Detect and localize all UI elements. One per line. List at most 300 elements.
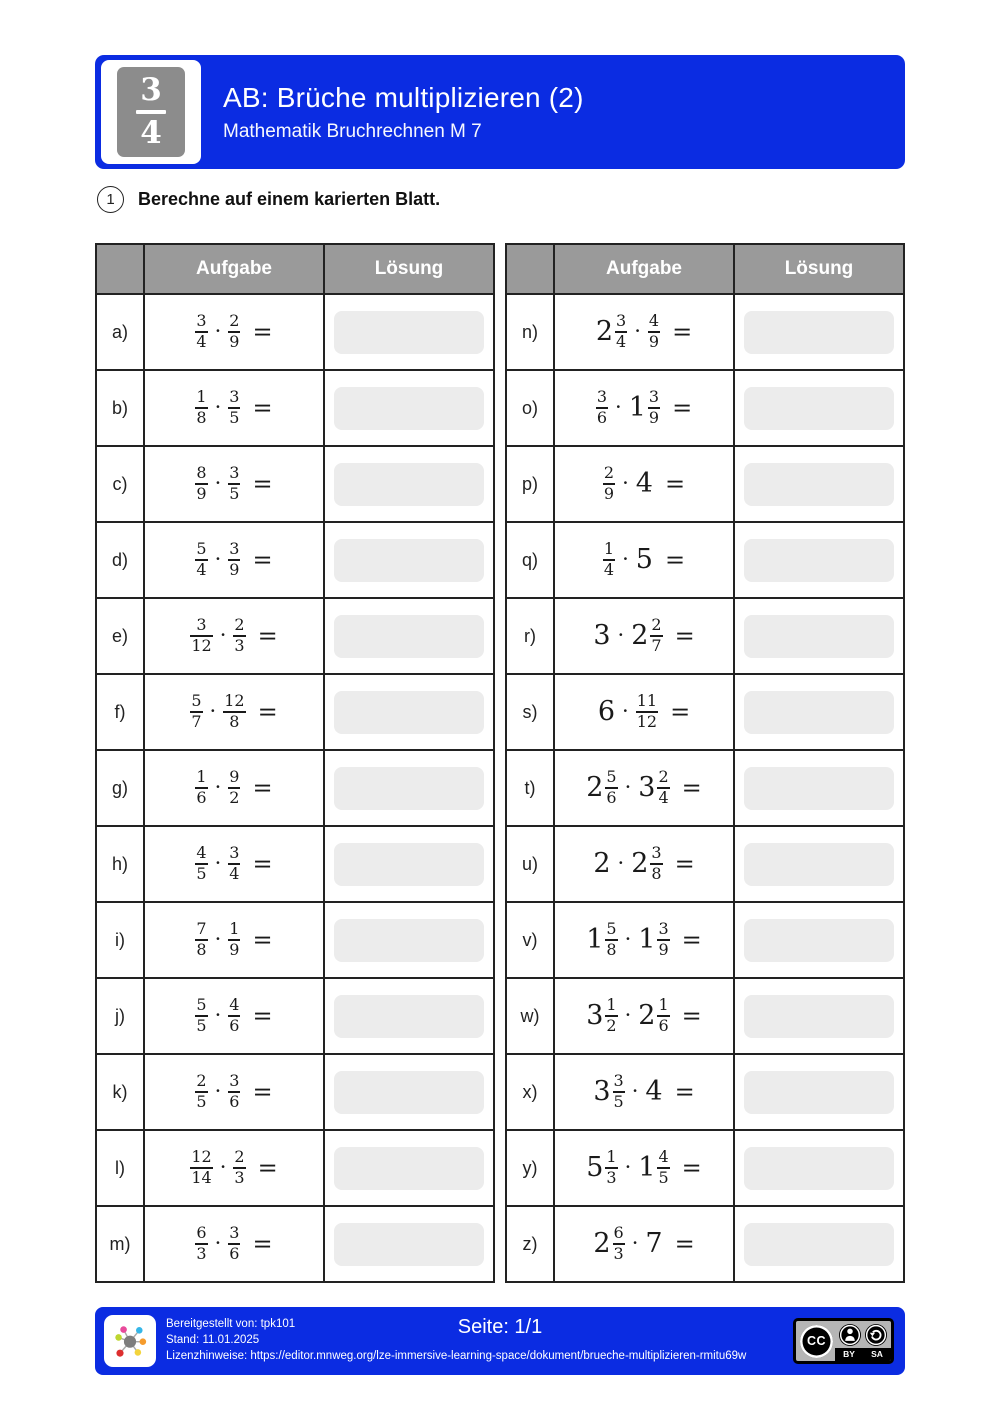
row-label: y): [506, 1130, 554, 1206]
fraction: [228, 1225, 240, 1263]
row-label: i): [96, 902, 144, 978]
task-cell: [554, 1054, 734, 1130]
mixed-number: [638, 1149, 669, 1187]
equals-sign: =: [681, 925, 702, 954]
whole-number: 3: [593, 620, 611, 652]
fraction-denominator: 4: [196, 560, 207, 580]
mixed-number: [586, 921, 617, 959]
multiply-operator: ·: [214, 395, 222, 420]
task-expression: [555, 1225, 733, 1263]
fraction: [195, 389, 207, 427]
row-label: q): [506, 522, 554, 598]
table-row: [96, 1054, 494, 1130]
corner-header-cell: [96, 244, 144, 294]
answer-box[interactable]: [744, 387, 894, 430]
answer-box[interactable]: [334, 919, 484, 962]
fraction-denominator: 9: [229, 332, 240, 352]
table-row: [506, 902, 904, 978]
table-row: [506, 674, 904, 750]
fraction-numerator: 2: [651, 615, 662, 634]
whole-number: 5: [635, 544, 653, 576]
task-expression: [555, 997, 733, 1035]
row-label: e): [96, 598, 144, 674]
fraction-numerator: 3: [229, 1223, 240, 1242]
solution-cell: [324, 294, 494, 370]
fraction: [228, 1073, 240, 1111]
answer-box[interactable]: [744, 1147, 894, 1190]
task-expression: [145, 1225, 323, 1263]
row-label: a): [96, 294, 144, 370]
fraction-numerator: 1: [196, 387, 207, 406]
fraction-bar: [136, 110, 166, 114]
row-label: u): [506, 826, 554, 902]
fraction-numerator: 2: [196, 1071, 207, 1090]
sa-label: SA: [871, 1349, 883, 1360]
fraction-numerator: 4: [648, 311, 660, 330]
answer-box[interactable]: [334, 1223, 484, 1266]
fraction-denominator: 8: [606, 940, 617, 960]
task-cell: [554, 826, 734, 902]
task-cell: [554, 674, 734, 750]
aufgabe-column-header: Aufgabe: [554, 244, 734, 294]
answer-box[interactable]: [744, 615, 894, 658]
task-cell: [144, 446, 324, 522]
row-label: k): [96, 1054, 144, 1130]
fraction-denominator: 5: [196, 1016, 207, 1036]
multiply-operator: ·: [622, 547, 629, 572]
multiply-operator: ·: [622, 699, 629, 724]
fraction: [657, 921, 669, 959]
cc-badge-right: [835, 1321, 891, 1361]
task-cell: [554, 522, 734, 598]
cc-badge-icons: [835, 1321, 891, 1348]
solution-cell: [734, 370, 904, 446]
table-row: [506, 978, 904, 1054]
solution-cell: [324, 522, 494, 598]
solution-cell: [324, 978, 494, 1054]
task-cell: [144, 826, 324, 902]
task-expression: [145, 845, 323, 883]
fraction-numerator: 3: [196, 615, 207, 634]
mixed-number: [638, 769, 669, 807]
multiply-operator: ·: [617, 851, 625, 876]
fraction: [195, 845, 207, 883]
fraction: [233, 617, 245, 655]
table-row: [506, 522, 904, 598]
task-cell: [144, 1206, 324, 1282]
task-cell: [144, 978, 324, 1054]
answer-box[interactable]: [334, 1147, 484, 1190]
fraction-numerator: 3: [196, 311, 207, 330]
table-row: [506, 750, 904, 826]
solution-cell: [734, 750, 904, 826]
fraction: [190, 617, 212, 655]
cc-by-person-icon: [839, 1324, 861, 1346]
task-expression: [555, 313, 733, 351]
header-text: [223, 82, 584, 143]
fraction: [596, 389, 608, 427]
solution-cell: [734, 446, 904, 522]
solution-cell: [324, 370, 494, 446]
solution-cell: [734, 978, 904, 1054]
fraction: [190, 1149, 212, 1187]
answer-box[interactable]: [744, 919, 894, 962]
fraction: [636, 693, 658, 731]
answer-box[interactable]: [744, 539, 894, 582]
fraction-numerator: 12: [191, 1147, 212, 1166]
fraction-logo-icon: [117, 67, 185, 157]
fraction-denominator: 3: [234, 1168, 245, 1188]
solution-cell: [324, 1206, 494, 1282]
task-expression: [555, 465, 733, 503]
cc-badge-labels: [835, 1348, 891, 1361]
task-cell: [144, 522, 324, 598]
fraction: [648, 389, 660, 427]
whole-number: 2: [593, 848, 611, 880]
task-expression: [145, 1073, 323, 1111]
multiply-operator: ·: [631, 1231, 639, 1256]
multiply-operator: ·: [634, 319, 641, 344]
exercise-table-right: [505, 243, 905, 1283]
solution-cell: [324, 1130, 494, 1206]
fraction-denominator: 3: [613, 1244, 624, 1264]
equals-sign: =: [674, 1077, 695, 1106]
fraction-numerator: 5: [191, 691, 202, 710]
fraction-denominator: 6: [229, 1016, 240, 1036]
task-cell: [554, 750, 734, 826]
equals-sign: =: [681, 1001, 702, 1030]
fraction: [228, 997, 240, 1035]
fraction: [195, 313, 207, 351]
fraction-denominator: 8: [229, 712, 240, 732]
fraction-numerator: 5: [196, 995, 207, 1014]
fraction-numerator: 2: [658, 767, 669, 786]
fraction-numerator: 5: [606, 919, 617, 938]
table-row: [96, 674, 494, 750]
equals-sign: =: [252, 773, 273, 802]
multiply-operator: ·: [214, 1231, 222, 1256]
fraction-numerator: 3: [596, 387, 607, 406]
license-link[interactable]: Lizenzhinweise: https://editor.mnweg.org/lze-immersive-learning-space/dokument/brueche-multiplizieren-rmitu69w: [166, 1349, 747, 1362]
task-cell: [554, 1206, 734, 1282]
whole-number: 4: [645, 1076, 663, 1108]
fraction-numerator: 3: [229, 387, 240, 406]
fraction: [228, 313, 240, 351]
whole-number: 3: [638, 772, 656, 804]
answer-box[interactable]: [334, 767, 484, 810]
fraction: [233, 1149, 245, 1187]
exercise-table-left: [95, 243, 495, 1283]
logo-denominator: 4: [140, 115, 162, 151]
loesung-column-header: Lösung: [324, 244, 494, 294]
task-cell: [144, 750, 324, 826]
fraction-numerator: 3: [229, 463, 240, 482]
fraction-denominator: 9: [196, 484, 207, 504]
task-expression: [555, 389, 733, 427]
fraction-numerator: 3: [616, 311, 627, 330]
equals-sign: =: [252, 545, 273, 574]
equals-sign: =: [252, 849, 273, 878]
fraction-denominator: 4: [658, 788, 669, 808]
equals-sign: =: [674, 849, 695, 878]
fraction-numerator: 2: [603, 463, 615, 482]
row-label: v): [506, 902, 554, 978]
solution-cell: [324, 902, 494, 978]
fraction-numerator: 4: [196, 843, 207, 862]
fraction-denominator: 8: [196, 940, 207, 960]
fraction-numerator: 2: [229, 311, 240, 330]
multiply-operator: ·: [624, 1003, 632, 1028]
multiply-operator: ·: [209, 699, 217, 724]
table-row: [96, 370, 494, 446]
task-cell: [144, 902, 324, 978]
fraction-denominator: 5: [613, 1092, 624, 1112]
multiply-operator: ·: [624, 1155, 632, 1180]
equals-sign: =: [664, 469, 686, 498]
fraction-denominator: 7: [191, 712, 202, 732]
equals-sign: =: [252, 469, 273, 498]
fraction-denominator: 7: [651, 636, 662, 656]
task-cell: [554, 978, 734, 1054]
solution-cell: [734, 598, 904, 674]
multiply-operator: ·: [214, 1079, 222, 1104]
equals-sign: =: [257, 697, 278, 726]
task-cell: [554, 370, 734, 446]
task-cell: [554, 446, 734, 522]
fraction-denominator: 9: [603, 484, 615, 504]
multiply-operator: ·: [214, 775, 222, 800]
fraction-denominator: 6: [229, 1092, 240, 1112]
multiply-operator: ·: [615, 395, 622, 420]
answer-box[interactable]: [744, 1071, 894, 1114]
multiply-operator: ·: [219, 623, 227, 648]
equals-sign: =: [252, 1229, 273, 1258]
mixed-number: [586, 1149, 617, 1187]
fraction-numerator: 4: [658, 1147, 669, 1166]
equals-sign: =: [257, 621, 278, 650]
answer-box[interactable]: [334, 387, 484, 430]
fraction-denominator: 14: [191, 1168, 212, 1188]
fraction-denominator: 5: [196, 1092, 207, 1112]
multiply-operator: ·: [624, 775, 632, 800]
fraction-numerator: 1: [606, 995, 617, 1014]
solution-cell: [734, 1054, 904, 1130]
row-label: b): [96, 370, 144, 446]
multiply-operator: ·: [631, 1079, 639, 1104]
fraction: [603, 541, 615, 579]
fraction-numerator: 3: [229, 1071, 240, 1090]
solution-cell: [734, 826, 904, 902]
fraction-denominator: 5: [229, 484, 240, 504]
header-banner: [95, 55, 905, 169]
task-cell: [554, 1130, 734, 1206]
whole-number: 2: [595, 316, 613, 348]
answer-box[interactable]: [744, 1223, 894, 1266]
solution-cell: [324, 598, 494, 674]
row-label: n): [506, 294, 554, 370]
table-row: [506, 1206, 904, 1282]
task-expression: [145, 769, 323, 807]
mnweg-network-icon: [110, 1321, 150, 1361]
table-row: [506, 446, 904, 522]
whole-number: 3: [593, 1076, 611, 1108]
whole-number: 1: [638, 924, 656, 956]
answer-box[interactable]: [744, 311, 894, 354]
row-label: l): [96, 1130, 144, 1206]
fraction: [223, 693, 245, 731]
solution-cell: [324, 674, 494, 750]
table-row: [506, 370, 904, 446]
fraction-numerator: 1: [229, 919, 240, 938]
footer-meta: [166, 1317, 746, 1365]
mnweg-logo-card: [104, 1315, 156, 1367]
mixed-number: [593, 1225, 624, 1263]
answer-box[interactable]: [334, 843, 484, 886]
exercise-tables: [95, 243, 905, 1283]
answer-box[interactable]: [744, 691, 894, 734]
page-subtitle: Mathematik Bruchrechnen M 7: [223, 120, 482, 142]
mixed-number: [586, 769, 617, 807]
task-expression: [145, 313, 323, 351]
table-row: [96, 1206, 494, 1282]
equals-sign: =: [252, 1001, 273, 1030]
answer-box[interactable]: [334, 995, 484, 1038]
fraction-numerator: 2: [234, 1147, 245, 1166]
table-row: [506, 598, 904, 674]
fraction: [195, 1225, 207, 1263]
loesung-column-header: Lösung: [734, 244, 904, 294]
cc-by-sa-badge: [793, 1318, 894, 1364]
multiply-operator: ·: [214, 1003, 222, 1028]
equals-sign: =: [252, 393, 273, 422]
table-header-row: [506, 244, 904, 294]
table-row: [96, 1130, 494, 1206]
mixed-number: [596, 313, 627, 351]
answer-box[interactable]: [334, 539, 484, 582]
answer-box[interactable]: [744, 463, 894, 506]
fraction-numerator: 5: [196, 539, 207, 558]
fraction-denominator: 6: [606, 788, 617, 808]
fraction: [195, 541, 207, 579]
solution-cell: [324, 826, 494, 902]
row-label: f): [96, 674, 144, 750]
answer-box[interactable]: [334, 691, 484, 734]
row-label: j): [96, 978, 144, 1054]
table-row: [96, 522, 494, 598]
multiply-operator: ·: [214, 927, 222, 952]
fraction: [615, 313, 627, 351]
task-expression: [555, 541, 733, 579]
task-number-badge: 1: [97, 186, 124, 213]
table-row: [506, 1054, 904, 1130]
mixed-number: [631, 617, 662, 655]
task-expression: [555, 1073, 733, 1111]
fraction-denominator: 9: [229, 560, 240, 580]
answer-box[interactable]: [334, 615, 484, 658]
answer-box[interactable]: [334, 311, 484, 354]
fraction: [228, 541, 240, 579]
fraction-denominator: 5: [229, 408, 240, 428]
row-label: r): [506, 598, 554, 674]
row-label: p): [506, 446, 554, 522]
task-expression: [145, 541, 323, 579]
row-label: w): [506, 978, 554, 1054]
fraction: [603, 465, 615, 503]
task-cell: [554, 598, 734, 674]
fraction-denominator: 12: [636, 712, 658, 732]
fraction-numerator: 3: [658, 919, 669, 938]
solution-cell: [734, 1206, 904, 1282]
task-expression: [145, 617, 323, 655]
fraction-numerator: 12: [224, 691, 245, 710]
fraction-numerator: 3: [229, 539, 240, 558]
task-expression: [555, 693, 733, 731]
answer-box[interactable]: [744, 767, 894, 810]
fraction-denominator: 9: [229, 940, 240, 960]
solution-cell: [324, 750, 494, 826]
fraction: [195, 1073, 207, 1111]
equals-sign: =: [252, 925, 273, 954]
mixed-number: [629, 389, 660, 427]
answer-box[interactable]: [744, 995, 894, 1038]
multiply-operator: ·: [617, 623, 625, 648]
task-cell: [144, 674, 324, 750]
equals-sign: =: [681, 773, 702, 802]
whole-number: 4: [635, 468, 653, 500]
equals-sign: =: [672, 317, 693, 346]
fraction-denominator: 9: [658, 940, 669, 960]
row-label: o): [506, 370, 554, 446]
mixed-number: [593, 1073, 624, 1111]
fraction-denominator: 6: [229, 1244, 240, 1264]
fraction: [613, 1073, 625, 1111]
fraction-numerator: 3: [651, 843, 662, 862]
fraction-numerator: 11: [636, 691, 658, 710]
fraction-numerator: 3: [648, 387, 660, 406]
fraction: [228, 921, 240, 959]
whole-number: 2: [638, 1000, 656, 1032]
row-label: t): [506, 750, 554, 826]
table-row: [96, 446, 494, 522]
fraction-denominator: 5: [658, 1168, 669, 1188]
task-expression: [145, 465, 323, 503]
task-cell: [554, 294, 734, 370]
fraction-numerator: 3: [613, 1071, 624, 1090]
table-row: [96, 750, 494, 826]
fraction-numerator: 5: [606, 767, 617, 786]
whole-number: 7: [645, 1228, 663, 1260]
fraction: [190, 693, 202, 731]
fraction: [605, 921, 617, 959]
task-expression: [555, 769, 733, 807]
fraction: [195, 465, 207, 503]
whole-number: 2: [593, 1228, 611, 1260]
equals-sign: =: [674, 621, 695, 650]
task-expression: [145, 997, 323, 1035]
answer-box[interactable]: [334, 463, 484, 506]
fraction: [648, 313, 660, 351]
multiply-operator: ·: [214, 319, 222, 344]
answer-box[interactable]: [334, 1071, 484, 1114]
table-row: [96, 902, 494, 978]
answer-box[interactable]: [744, 843, 894, 886]
mixed-number: [586, 997, 617, 1035]
fraction: [228, 845, 240, 883]
fraction: [228, 769, 240, 807]
fraction-denominator: 9: [648, 408, 660, 428]
fraction-logo-card: [101, 60, 201, 164]
table-row: [96, 978, 494, 1054]
